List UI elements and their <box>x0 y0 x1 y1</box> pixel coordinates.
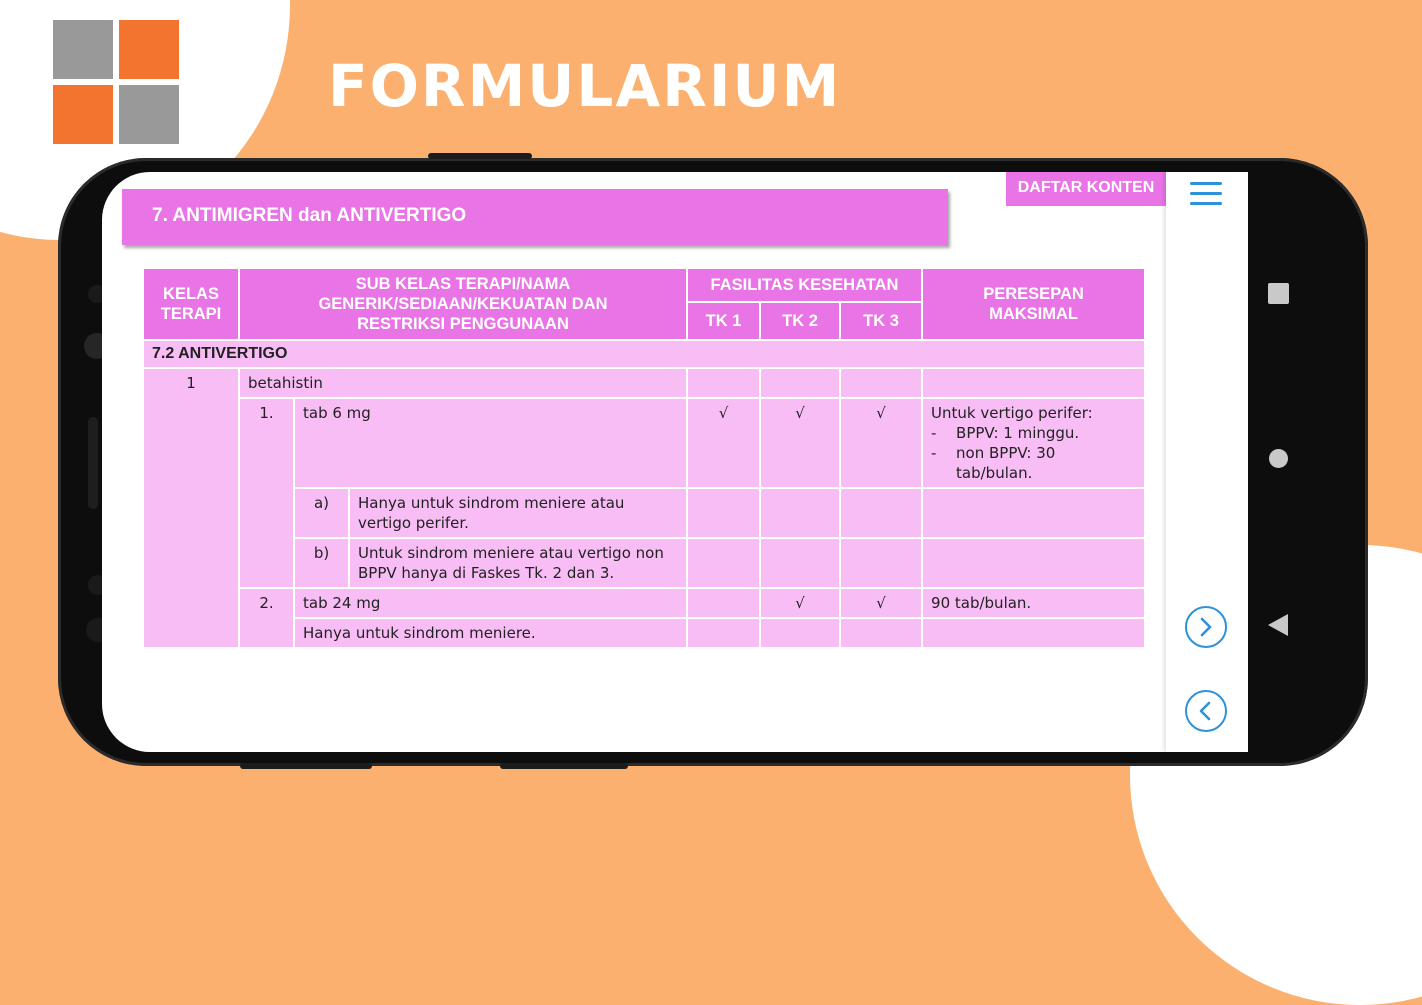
form-number: 1. <box>239 398 294 588</box>
circle-home-icon[interactable] <box>1269 449 1288 468</box>
logo-square-orange <box>53 85 113 144</box>
cell-empty <box>922 488 1145 538</box>
max-prescription <box>922 398 1145 488</box>
cell-empty <box>687 618 760 648</box>
cell-empty <box>760 488 840 538</box>
list-item: - BPPV: 1 minggu. <box>931 423 1136 443</box>
section-title: 7. ANTIMIGREN dan ANTIVERTIGO <box>152 205 467 226</box>
cell-empty <box>687 588 760 618</box>
phone-side-button <box>500 763 628 769</box>
restriction-text: Hanya untuk sindrom meniere. <box>294 618 687 648</box>
daftar-konten-button[interactable]: DAFTAR KONTEN <box>1006 172 1166 206</box>
cell-empty <box>760 618 840 648</box>
cell-empty <box>760 368 840 398</box>
cell-empty <box>840 538 922 588</box>
triangle-back-icon[interactable] <box>1268 614 1288 636</box>
cell-empty <box>840 618 922 648</box>
tk3-check: √ <box>840 588 922 618</box>
cell-empty <box>687 368 760 398</box>
cell-empty <box>922 618 1145 648</box>
cell-empty <box>840 488 922 538</box>
form-name: tab 24 mg <box>294 588 687 618</box>
logo <box>53 20 181 146</box>
form-name: tab 6 mg <box>294 398 687 488</box>
table-row <box>143 618 1145 648</box>
tk1-check: √ <box>687 398 760 488</box>
tk2-check: √ <box>760 398 840 488</box>
chevron-left-icon <box>1187 692 1225 730</box>
list-item: - non BPPV: 30 tab/bulan. <box>931 443 1136 483</box>
phone-speaker <box>88 417 98 509</box>
previous-page-button[interactable] <box>1185 690 1227 732</box>
app-screen <box>102 172 1248 752</box>
square-recents-icon[interactable] <box>1268 283 1289 304</box>
table-row <box>143 398 1145 488</box>
header-tk3: TK 3 <box>840 302 922 340</box>
header-fasilitas-kesehatan: FASILITAS KESEHATAN <box>687 268 922 302</box>
section-row <box>143 340 1145 368</box>
restriction-letter: a) <box>294 488 349 538</box>
max-prescription-intro: Untuk vertigo perifer: <box>931 404 1093 422</box>
cell-empty <box>840 368 922 398</box>
phone-volume-button <box>240 763 372 769</box>
next-page-button[interactable] <box>1185 606 1227 648</box>
restriction-text: Hanya untuk sindrom meniere atau vertigo perifer. <box>349 488 687 538</box>
form-number: 2. <box>239 588 294 648</box>
header-peresepan-maksimal: PERESEPAN MAKSIMAL <box>922 268 1145 340</box>
logo-square-orange <box>119 20 179 79</box>
formulary-table <box>142 267 1146 649</box>
cell-empty <box>922 368 1145 398</box>
tk2-check: √ <box>760 588 840 618</box>
restriction-text: Untuk sindrom meniere atau vertigo non BPPV hanya di Faskes Tk. 2 dan 3. <box>349 538 687 588</box>
table-row <box>143 588 1145 618</box>
hamburger-menu-icon[interactable] <box>1190 180 1224 210</box>
max-prescription-list <box>931 423 1136 483</box>
logo-square-gray <box>53 20 113 79</box>
cell-empty <box>687 488 760 538</box>
page-title: FORMULARIUM <box>328 52 842 120</box>
side-navigation-bar <box>1166 172 1248 752</box>
cell-empty <box>922 538 1145 588</box>
logo-square-gray <box>119 85 179 144</box>
drug-name: betahistin <box>239 368 687 398</box>
table-row <box>143 488 1145 538</box>
chevron-right-icon <box>1187 608 1225 646</box>
header-sub-kelas: SUB KELAS TERAPI/NAMA GENERIK/SEDIAAN/KEKUATAN DAN RESTRIKSI PENGGUNAAN <box>239 268 687 340</box>
drug-number: 1 <box>143 368 239 648</box>
table-row <box>143 538 1145 588</box>
restriction-letter: b) <box>294 538 349 588</box>
header-kelas-terapi: KELAS TERAPI <box>143 268 239 340</box>
header-tk2: TK 2 <box>760 302 840 340</box>
section-label: 7.2 ANTIVERTIGO <box>143 340 1145 368</box>
table-row <box>143 368 1145 398</box>
max-prescription: 90 tab/bulan. <box>922 588 1145 618</box>
header-tk1: TK 1 <box>687 302 760 340</box>
tk3-check: √ <box>840 398 922 488</box>
phone-power-button <box>428 153 532 159</box>
cell-empty <box>687 538 760 588</box>
section-header <box>122 189 948 245</box>
cell-empty <box>760 538 840 588</box>
